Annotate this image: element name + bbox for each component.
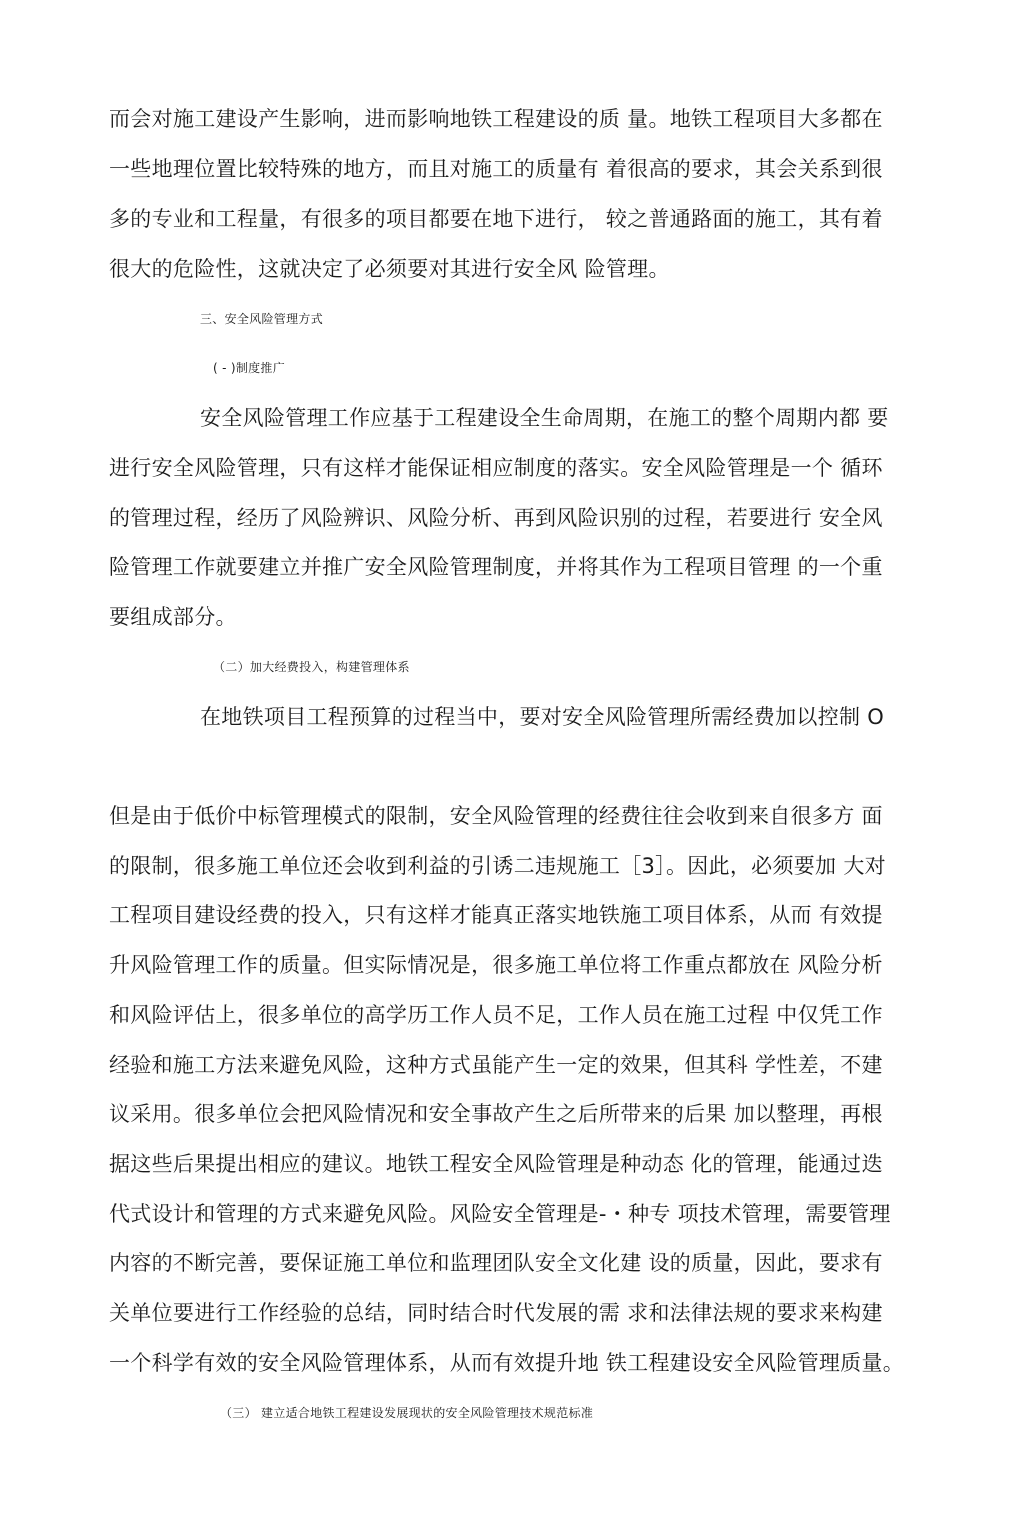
subsection-heading: （三） 建立适合地铁工程建设发展现状的安全风险管理技术规范标准 [220, 1406, 594, 1420]
paragraph-line: 的限制，很多施工单位还会收到利益的引诱二违规施工［3］。因此，必须要加 大对 [109, 854, 886, 878]
paragraph-line: 内容的不断完善，要保证施工单位和监理团队安全文化建 设的质量，因此，要求有 [109, 1251, 883, 1275]
paragraph-line: 议采用。很多单位会把风险情况和安全事故产生之后所带来的后果 加以整理，再根 [109, 1102, 883, 1126]
paragraph-line: 但是由于低价中标管理模式的限制，安全风险管理的经费往往会收到来自很多方 面 [109, 804, 883, 828]
paragraph-line: 升风险管理工作的质量。但实际情况是，很多施工单位将工作重点都放在 风险分析 [109, 953, 883, 977]
subsection-heading: ( - )制度推广 [213, 361, 286, 375]
paragraph-line: 一些地理位置比较特殊的地方，而且对施工的质量有 着很高的要求，其会关系到很 [109, 157, 883, 181]
paragraph-line: 工程项目建设经费的投入，只有这样才能真正落实地铁施工项目体系，从而 有效提 [109, 903, 883, 927]
paragraph-line: 进行安全风险管理，只有这样才能保证相应制度的落实。安全风险管理是一个 循环 [109, 456, 883, 480]
paragraph-line: 据这些后果提出相应的建议。地铁工程安全风险管理是种动态 化的管理，能通过迭 [109, 1152, 883, 1176]
paragraph-line: 关单位要进行工作经验的总结，同时结合时代发展的需 求和法律法规的要求来构建 [109, 1301, 883, 1325]
section-heading: 三、安全风险管理方式 [200, 312, 324, 326]
paragraph-line: 而会对施工建设产生影响，进而影响地铁工程建设的质 量。地铁工程项目大多都在 [109, 107, 883, 131]
paragraph-line: 和风险评估上，很多单位的高学历工作人员不足，工作人员在施工过程 中仅凭工作 [109, 1003, 883, 1027]
paragraph-line: 险管理工作就要建立并推广安全风险管理制度，并将其作为工程项目管理 的一个重 [109, 555, 883, 579]
paragraph-line: 在地铁项目工程预算的过程当中，要对安全风险管理所需经费加以控制 O [200, 705, 885, 729]
paragraph-line: 多的专业和工程量，有很多的项目都要在地下进行， 较之普通路面的施工，其有着 [109, 207, 883, 231]
paragraph-line: 一个科学有效的安全风险管理体系，从而有效提升地 铁工程建设安全风险管理质量。 [109, 1351, 905, 1375]
paragraph-line: 代式设计和管理的方式来避免风险。风险安全管理是-・种专 项技术管理，需要管理 [109, 1202, 891, 1226]
paragraph-line: 很大的危险性，这就决定了必须要对其进行安全风 险管理。 [109, 257, 670, 281]
paragraph-line: 经验和施工方法来避免风险，这种方式虽能产生一定的效果，但其科 学性差，不建 [109, 1053, 883, 1077]
paragraph-line: 要组成部分。 [109, 605, 237, 629]
paragraph-line: 安全风险管理工作应基于工程建设全生命周期，在施工的整个周期内都 要 [200, 406, 889, 430]
paragraph-line: 的管理过程，经历了风险辨识、风险分析、再到风险识别的过程，若要进行 安全风 [109, 506, 883, 530]
subsection-heading: （二）加大经费投入，构建管理体系 [213, 660, 410, 674]
